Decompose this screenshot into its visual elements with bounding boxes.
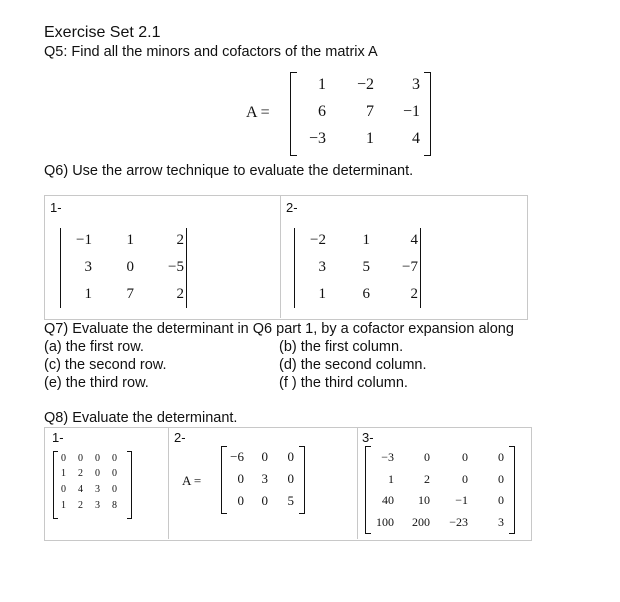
q5-cell-2-1: 6 (318, 103, 326, 120)
q8-p1-cell-2-3: 0 (95, 468, 100, 479)
q8-p1-cell-1-1: 0 (61, 453, 66, 464)
q8-p3-cell-2-4: 0 (498, 472, 504, 486)
q8-p3-cell-3-3: −1 (455, 493, 468, 507)
q8-p3-cell-1-1: −3 (381, 450, 394, 464)
q6-p1-cell-3-1: 1 (84, 286, 92, 302)
q8-text: Q8) Evaluate the determinant. (44, 410, 238, 426)
q6-p1-cell-1-1: −1 (76, 232, 92, 248)
q5-cell-1-3: 3 (412, 76, 420, 93)
q5-cell-2-2: 7 (366, 103, 374, 120)
q8-p1-cell-2-4: 0 (112, 468, 117, 479)
q8-p1-cell-3-3: 3 (95, 484, 100, 495)
q7-option-c: (c) the second row. (44, 357, 167, 373)
q8-p1-cell-1-3: 0 (95, 453, 100, 464)
q8-p1-cell-2-2: 2 (78, 468, 83, 479)
q8-p2-cell-1-1: −6 (230, 449, 244, 464)
page-title: Exercise Set 2.1 (44, 24, 161, 41)
q6-p2-cell-2-2: 5 (362, 259, 370, 275)
q6-text: Q6) Use the arrow technique to evaluate the determinant. (44, 163, 414, 179)
q5-matrix-label: A = (246, 104, 270, 121)
q6-p2-right-bar (420, 228, 421, 308)
q8-p3-cell-2-1: 1 (388, 472, 394, 486)
q5-right-bracket (424, 72, 431, 156)
q6-p1-cell-2-3: −5 (168, 259, 184, 275)
q5-cell-3-3: 4 (412, 130, 420, 147)
q6-p2-cell-1-1: −2 (310, 232, 326, 248)
q6-part2-label: 2- (286, 200, 298, 215)
q8-p3-cell-2-3: 0 (462, 472, 468, 486)
q8-table-divider-1 (168, 427, 169, 539)
q8-p2-right-bracket (299, 446, 305, 514)
q5-cell-3-1: −3 (308, 130, 326, 147)
q8-p1-cell-4-2: 2 (78, 500, 83, 511)
q8-p2-cell-2-3: 0 (287, 471, 294, 486)
q5-cell-2-3: −1 (402, 103, 420, 120)
q8-p1-right-bracket (127, 451, 132, 519)
q6-p2-cell-1-3: 4 (410, 232, 418, 248)
q8-p2-cell-2-1: 0 (237, 471, 244, 486)
q8-p2-cell-3-2: 0 (261, 493, 268, 508)
q8-p3-cell-1-4: 0 (498, 450, 504, 464)
q7-option-d: (d) the second column. (279, 357, 427, 373)
q8-p1-cell-4-3: 3 (95, 500, 100, 511)
q5-cell-1-1: 1 (318, 76, 326, 93)
q6-table-divider (280, 195, 281, 318)
q8-p2-cell-3-3: 5 (287, 493, 294, 508)
q6-p2-cell-3-2: 6 (362, 286, 370, 302)
q8-p2-matrix-label: A = (182, 473, 202, 488)
q8-p2-cell-3-1: 0 (237, 493, 244, 508)
q6-p2-cell-3-1: 1 (318, 286, 326, 302)
q6-p2-cell-1-2: 1 (362, 232, 370, 248)
q5-text: Q5: Find all the minors and cofactors of the matrix A (44, 44, 378, 60)
q6-p1-cell-3-2: 7 (126, 286, 134, 302)
q7-option-f: (f ) the third column. (279, 375, 408, 391)
q8-p1-cell-3-2: 4 (78, 484, 83, 495)
q6-p1-cell-2-2: 0 (126, 259, 134, 275)
q8-p3-cell-4-4: 3 (498, 515, 504, 529)
q6-p2-cell-2-1: 3 (318, 259, 326, 275)
q8-p1-cell-3-4: 0 (112, 484, 117, 495)
q5-cell-3-2: 1 (366, 130, 374, 147)
q5-cell-1-2: −2 (356, 76, 374, 93)
q8-table-divider-2 (357, 427, 358, 539)
q8-p3-cell-3-1: 40 (382, 493, 394, 507)
q6-p1-right-bar (186, 228, 187, 308)
q8-p1-cell-4-1: 1 (61, 500, 66, 511)
q8-p1-cell-3-1: 0 (61, 484, 66, 495)
q8-p3-cell-3-2: 10 (418, 493, 430, 507)
q8-part3-label: 3- (362, 430, 374, 445)
q7-option-a: (a) the first row. (44, 339, 144, 355)
q8-p1-cell-2-1: 1 (61, 468, 66, 479)
q8-p2-cell-1-3: 0 (287, 449, 294, 464)
q6-p2-cell-3-3: 2 (410, 286, 418, 302)
q8-p3-cell-1-2: 0 (424, 450, 430, 464)
q8-p3-cell-2-2: 2 (424, 472, 430, 486)
q7-option-e: (e) the third row. (44, 375, 149, 391)
q8-p3-cell-1-3: 0 (462, 450, 468, 464)
q6-p2-cell-2-3: −7 (402, 259, 418, 275)
q8-p3-cell-4-2: 200 (412, 515, 430, 529)
q8-part1-label: 1- (52, 430, 64, 445)
q6-p1-cell-1-3: 2 (176, 232, 184, 248)
q8-p1-cell-4-4: 8 (112, 500, 117, 511)
q8-p3-cell-4-3: −23 (449, 515, 468, 529)
q8-p1-cell-1-2: 0 (78, 453, 83, 464)
q8-p2-cell-2-2: 3 (261, 471, 268, 486)
q8-p1-cell-1-4: 0 (112, 453, 117, 464)
q8-p3-cell-4-1: 100 (376, 515, 394, 529)
q8-part2-label: 2- (174, 430, 186, 445)
q6-p1-cell-3-3: 2 (176, 286, 184, 302)
q6-p1-cell-1-2: 1 (126, 232, 134, 248)
q8-p2-cell-1-2: 0 (261, 449, 268, 464)
q6-part1-label: 1- (50, 200, 62, 215)
q7-option-b: (b) the first column. (279, 339, 404, 355)
q7-text: Q7) Evaluate the determinant in Q6 part 1, by a cofactor expansion along (44, 321, 514, 337)
q8-p3-right-bracket (509, 446, 515, 534)
q6-p1-cell-2-1: 3 (84, 259, 92, 275)
q8-p3-cell-3-4: 0 (498, 493, 504, 507)
